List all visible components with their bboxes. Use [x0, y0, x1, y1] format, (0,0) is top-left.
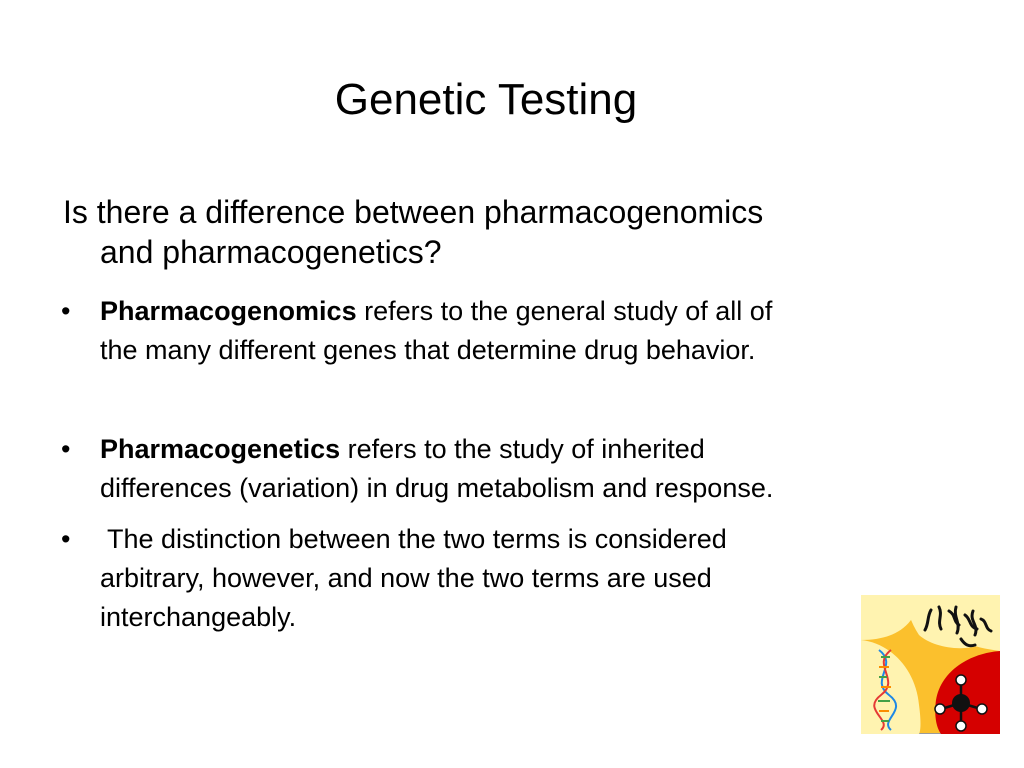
bullet-text: The distinction between the two terms is considered [100, 524, 727, 554]
bullet-text-line-2: differences (variation) in drug metabolism and response. [100, 473, 774, 503]
bullet-marker: • [61, 434, 71, 464]
bullet-text-rest: refers to the general study of all of [356, 296, 773, 326]
bullet-text [100, 430, 961, 469]
bullet-text-line-2: arbitrary, however, and now the two terms are used [100, 563, 712, 593]
intro-question [63, 192, 983, 272]
intro-question-line-1: Is there a difference between pharmacogenomics [63, 194, 764, 230]
bullet-text-line-2: the many different genes that determine drug behavior. [100, 335, 756, 365]
bullet-pharmacogenetics [61, 430, 961, 508]
bullet-term: Pharmacogenomics [100, 296, 357, 326]
bullet-distinction [61, 520, 961, 637]
bullet-text [100, 292, 961, 331]
bullet-marker: • [61, 296, 71, 326]
bullet-text-rest: refers to the study of inherited [340, 434, 705, 464]
genetics-clipart-icon [861, 595, 1000, 734]
intro-question-line-2: and pharmacogenetics? [100, 234, 442, 270]
bullet-term: Pharmacogenetics [100, 434, 341, 464]
bullet-pharmacogenomics [61, 292, 961, 370]
bullet-text-line-3: interchangeably. [100, 602, 297, 632]
bullet-marker: • [61, 524, 71, 554]
slide-title: Genetic Testing [334, 75, 638, 124]
